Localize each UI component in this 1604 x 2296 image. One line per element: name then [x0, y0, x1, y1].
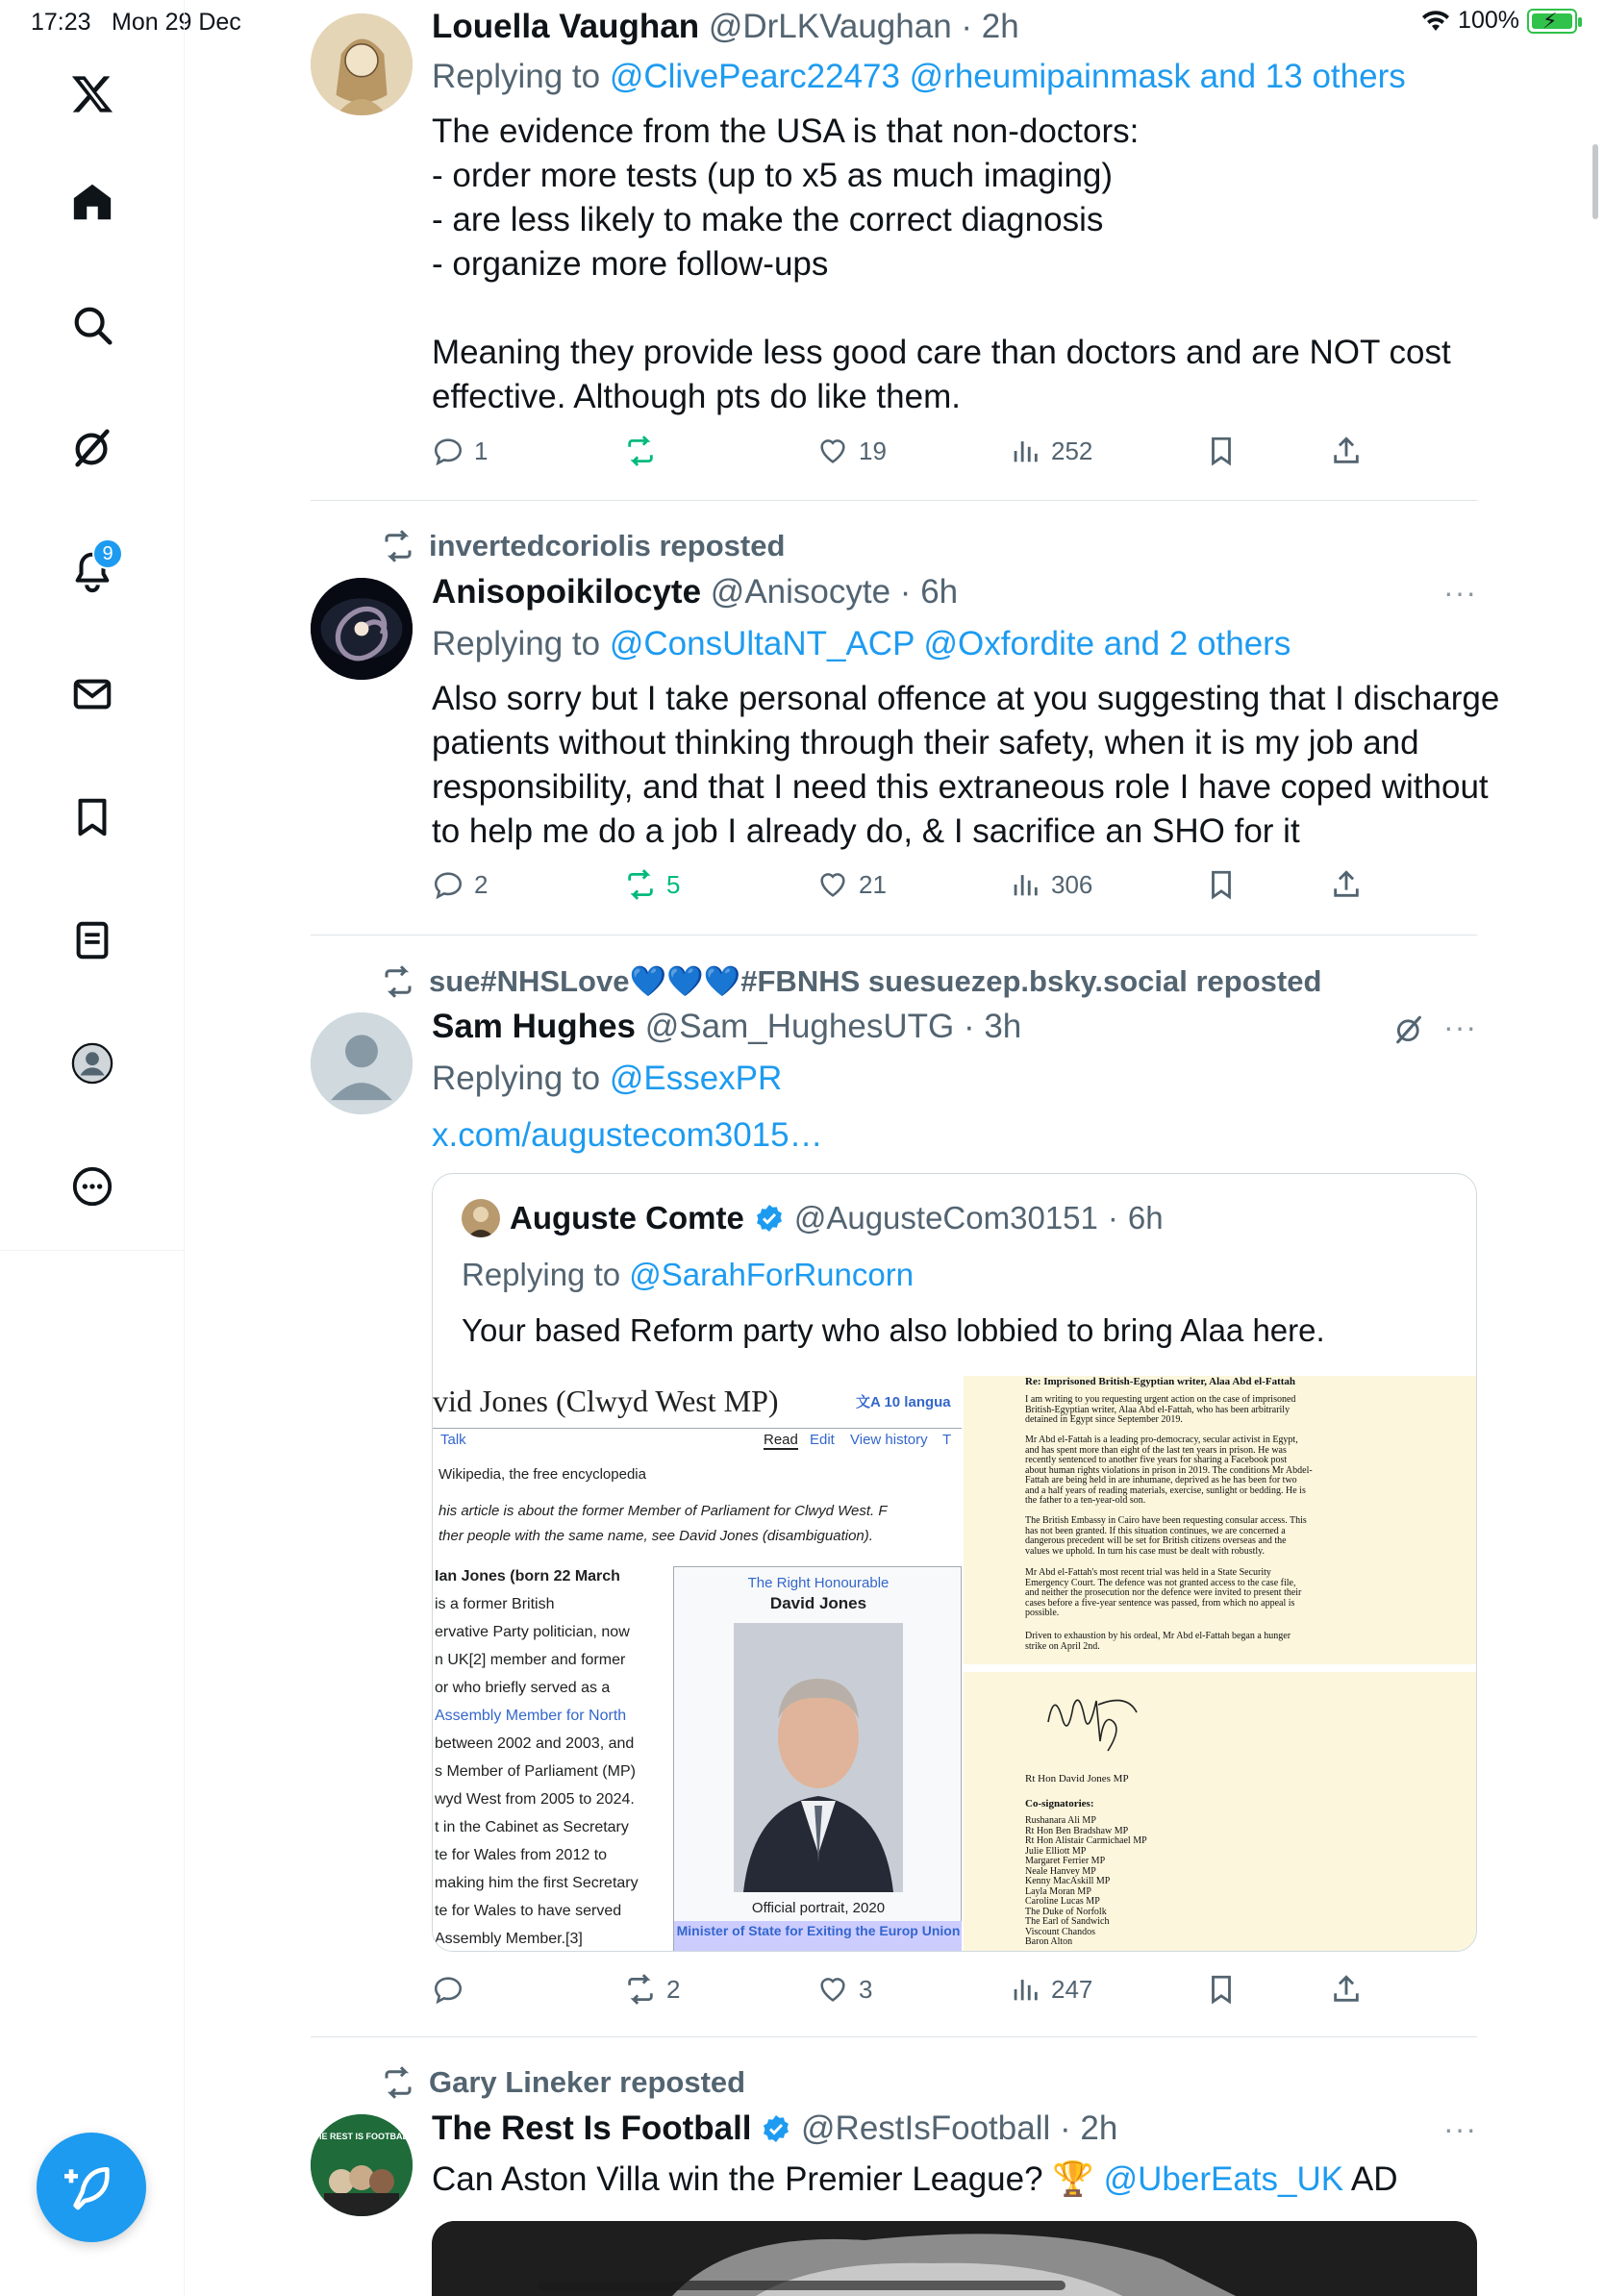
wiki-infobox [673, 1566, 962, 1952]
letter-line: possible. [1025, 1608, 1060, 1618]
cosignatory: Rushanara Ali MP [1025, 1815, 1096, 1826]
like-button[interactable] [816, 1973, 872, 2006]
cosignatory: Kenny MacAskill MP [1025, 1876, 1111, 1886]
home-icon[interactable] [54, 163, 131, 240]
text-line: Meaning they provide less good care than doctors and are NOT cost [432, 334, 1451, 371]
share-button[interactable] [1330, 1973, 1363, 2006]
grok-icon[interactable] [54, 410, 131, 487]
avatar[interactable] [311, 2114, 413, 2216]
share-icon [1330, 868, 1363, 901]
quote-reply-prefix: Replying to [462, 1257, 621, 1292]
wiki-tab-history: View history [850, 1432, 928, 1448]
search-icon[interactable] [54, 287, 131, 363]
wiki-body-line: is a former British [435, 1596, 555, 1612]
letter-signatory: Rt Hon David Jones MP [1025, 1773, 1129, 1784]
letter-line: I am writing to you requesting urgent action on the case of imprisoned [1025, 1394, 1296, 1405]
infobox-office: Minister of State for Exiting the Europ Union [674, 1921, 962, 1952]
post-actions [432, 435, 1477, 473]
cosignatory: Rt Hon Alistair Carmichael MP [1025, 1835, 1147, 1846]
repost-icon [381, 2065, 415, 2100]
cosignatory: Rt Hon Ben Bradshaw MP [1025, 1825, 1129, 1836]
views-button[interactable] [1009, 435, 1092, 467]
author-name[interactable]: The Rest Is Football [432, 2109, 752, 2147]
wiki-tab-edit: Edit [810, 1432, 835, 1448]
post-mention[interactable]: @UberEats_UK [1103, 2160, 1344, 2198]
bookmark-button[interactable] [1205, 868, 1238, 901]
bookmark-icon [1205, 1973, 1238, 2006]
repost-context[interactable] [381, 529, 785, 563]
heart-icon [816, 435, 849, 467]
letter-line: strike on April 2nd. [1025, 1640, 1100, 1652]
wiki-body-line: Assembly Member for North [435, 1708, 627, 1724]
letter-line: detained in Egypt since September 2019. [1025, 1414, 1183, 1425]
letter-page-break [964, 1664, 1477, 1672]
wiki-body-line: Assembly Member.[3] [435, 1931, 583, 1947]
signature-icon [1040, 1684, 1156, 1770]
share-button[interactable] [1330, 868, 1363, 901]
like-button[interactable] [816, 435, 887, 467]
views-count: 247 [1051, 1974, 1093, 2004]
repost-button[interactable] [624, 435, 666, 467]
portrait-caption: Official portrait, 2020 [751, 1900, 886, 1916]
reply-button[interactable] [432, 868, 488, 901]
post-time[interactable]: 2h [1080, 2109, 1118, 2147]
letter-line: The British Embassy in Cairo have been requesting consular access. This [1025, 1515, 1307, 1526]
verified-badge-icon [761, 2113, 791, 2144]
letter-paragraph [1025, 1516, 1307, 1557]
letter-line: values we uphold. In turn his case must be dealt with robustly. [1025, 1545, 1266, 1557]
text-line: - organize more follow-ups [432, 245, 829, 283]
views-count: 306 [1051, 869, 1093, 899]
heart-icon [816, 868, 849, 901]
cosignatory: Layla Moran MP [1025, 1885, 1091, 1897]
bookmark-button[interactable] [1205, 1973, 1238, 2006]
letter-cosignatories [1025, 1816, 1147, 1948]
text-line: effective. Although pts do like them. [432, 378, 961, 415]
cosignatory: The Earl of Sandwich [1025, 1916, 1110, 1927]
post-time[interactable]: 2h [981, 8, 1019, 45]
infobox-name: David Jones [769, 1594, 867, 1612]
repost-count: 2 [666, 1974, 681, 2004]
text-line: patients without thinking through their safety, when it is my job and [432, 724, 1419, 761]
wiki-body-line: or who briefly served as a [435, 1680, 611, 1696]
post-louella[interactable]: Louella Vaughan @DrLKVaughan · 2h Replying to @ClivePearc22473 @rheumipainmask and 13 others The evidence from the USA is that non-doctors: - order more tests (up to x5 as much imaging) - are less likely to make the correct diagnosis - organize more follow-ups Meaning they provide less good care than doctors and are NOT cost effective. Although pts do like them. 1 19 252 [311, 0, 1477, 500]
letter-line: and neither the prosecution nor the defence were invited to present their [1025, 1587, 1302, 1598]
author-name[interactable]: Louella Vaughan [432, 8, 700, 45]
letter-line: recently sentenced to another five years for sharing a Facebook post [1025, 1455, 1288, 1465]
wiki-tab-read: Read [764, 1432, 798, 1448]
repost-button[interactable] [624, 868, 680, 901]
letter-line: Mr Abd el-Fattah is a leading pro-democracy, secular activist in Egypt, [1025, 1435, 1298, 1445]
repost-context[interactable] [381, 2065, 745, 2100]
cosignatory: Viscount Chandos [1025, 1926, 1096, 1937]
letter-line: Driven to exhaustion by his ordeal, Mr Abd el-Fattah began a hunger [1025, 1631, 1291, 1641]
bookmark-icon [1205, 435, 1238, 467]
wiki-body-line: t in the Cabinet as Secretary [435, 1819, 629, 1835]
wiki-body [435, 1562, 665, 1952]
reply-count: 2 [474, 869, 489, 899]
reply-prefix: Replying to [432, 625, 601, 662]
translate-icon: 文A [856, 1394, 885, 1410]
avatar[interactable] [311, 13, 413, 115]
author-handle[interactable]: @DrLKVaughan [708, 8, 952, 45]
wikipedia-screenshot[interactable] [433, 1376, 962, 1952]
author-handle[interactable]: @Sam_HughesUTG [644, 1008, 955, 1045]
letter-line: dangerous precedent will be set for British citizens overseas and the [1025, 1535, 1287, 1546]
bell-icon[interactable] [54, 533, 131, 610]
post-actions [432, 868, 1477, 907]
cosignatory: The Duke of Norfolk [1025, 1906, 1107, 1917]
cosignatory: Julie Elliott MP [1025, 1845, 1087, 1857]
post-divider [311, 500, 1477, 501]
repost-count: 5 [666, 869, 681, 899]
repost-icon [624, 868, 657, 901]
list-icon[interactable] [54, 902, 131, 979]
letter-line: Emergency Court. The defence was not granted access to the case file, [1025, 1577, 1296, 1588]
share-button[interactable] [1330, 435, 1363, 467]
wiki-body-line: ervative Party politician, now [435, 1624, 630, 1640]
more-options-icon[interactable]: ··· [1443, 575, 1477, 610]
post-time[interactable]: 6h [920, 573, 959, 611]
reply-mentions[interactable]: @ConsUltaNT_ACP @Oxfordite and 2 others [609, 625, 1291, 662]
heart-icon [816, 1973, 849, 2006]
cosignatory: Baron Alton [1025, 1936, 1073, 1947]
wiki-hatnote: his article is about the former Member of Parliament for Clwyd West. F [439, 1503, 888, 1519]
post-text-suffix: AD [1350, 2160, 1398, 2198]
compose-feather-icon [64, 2160, 118, 2214]
cosignatory: Neale Hanvey MP [1025, 1865, 1096, 1877]
text-line: The evidence from the USA is that non-doctors: [432, 112, 1140, 150]
quote-author-name[interactable]: Auguste Comte [510, 1200, 744, 1235]
like-count: 21 [859, 869, 887, 899]
letter-line: has not been granted. If this situation continues, we are concerned a [1025, 1525, 1286, 1536]
wiki-body-line: making him the first Secretary [435, 1875, 639, 1891]
repost-context-label: sue#NHSLove💙💙💙#FBNHS suesuezep.bsky.social reposted [429, 964, 1322, 998]
quote-media[interactable] [433, 1376, 1477, 1952]
repost-icon [381, 529, 415, 563]
letter-paragraph [1025, 1395, 1295, 1426]
letter-line: cases before a five-year sentence was passed, from which no appeal is [1025, 1597, 1295, 1609]
status-time: 17:23 [31, 9, 91, 36]
post-divider [311, 935, 1477, 936]
text-line [432, 287, 1477, 331]
post-link[interactable]: x.com/augustecom3015… [432, 1116, 823, 1154]
views-icon [1009, 435, 1041, 467]
letter-line: Fattah are being held in are inhumane, deprived as he has been for two [1025, 1475, 1297, 1485]
avatar[interactable] [311, 1012, 413, 1114]
sidebar [0, 0, 185, 2296]
repost-icon [624, 1973, 657, 2006]
letter-line: British-Egyptian writer, Alaa Abd el-Fattah, who has been arbitrarily [1025, 1404, 1291, 1415]
post-text: Can Aston Villa win the Premier League? 🏆 [432, 2160, 1094, 2198]
letter-paragraph [1025, 1435, 1313, 1507]
wiki-body-line: te for Wales from 2012 to [435, 1847, 608, 1863]
letter-line: and a half years of reading materials, exercise, sunlight or bedding. He is [1025, 1485, 1306, 1496]
wiki-hatnote: ther people with the same name, see David Jones (disambiguation). [439, 1528, 873, 1544]
notifications-badge: 9 [92, 538, 123, 569]
author-handle[interactable]: @RestIsFootball [801, 2109, 1051, 2147]
like-button[interactable] [816, 868, 887, 901]
reply-icon [432, 435, 464, 467]
views-count: 252 [1051, 436, 1093, 465]
reply-button[interactable] [432, 435, 488, 467]
post-divider [311, 2036, 1477, 2037]
views-icon [1009, 868, 1041, 901]
text-line: Also sorry but I take personal offence at you suggesting that I discharge [432, 680, 1500, 717]
wiki-languages: 10 langua [884, 1394, 951, 1410]
mail-icon[interactable] [54, 656, 131, 733]
home-indicator[interactable] [539, 2281, 1065, 2290]
letter-line: about human rights violations in prison in 2019. The conditions Mr Abdel- [1025, 1464, 1313, 1476]
reply-icon [432, 1973, 464, 2006]
share-icon [1330, 435, 1363, 467]
battery-icon: ⚡ [1527, 9, 1577, 34]
quote-card[interactable]: Auguste Comte @AugusteCom30151 · 6h Replying to @SarahForRuncorn Your based Reform party who also lobbied to bring Alaa here. vid Jones (Clwyd West MP) 文A 10 langua Talk Read Edit View history T Wikipedia, the free encyclopedia his article is about the former Member of Parliament for Clwyd West. F ther people with the same name, see David Jones (disambiguation). Ian Jones (born 22 March is a former British ervative Party politician, now n UK[2] member and former or who briefly served as a Assembly Member for North between 2002 and 2003, and s Member of Parliament (MP) wyd West from 2005 to 2024. t in the Cabinet as Secretary te for Wales from 2012 to making him the first Secretary te for Wales to have served Assembly Member.[3] The Right Honourable David Jones Official portrait, 2020 Minister of State for Exiting the Europ Union Re: Imprisoned British-Egyptian writer, Alaa Abd el-Fattah I am writing to you requesting urgent action on the case of imprisoned British-Egyptian writer, Alaa Abd el-Fattah, who has been arbitrarily detained in Egypt since September 2019. Mr Abd el-Fattah is a leading pro-democracy, secular activist in Egypt, and has spent more than eight of the last ten years in prison. He was recently sentenced to another five years for sharing a Facebook post about human rights violations in prison in 2019. The conditions Mr Abdel- Fattah are being held in are inhumane, deprived as he has been for two and a half years of reading materials, exercise, sunlight or bedding. He is the father to a ten-year-old son. The British Embassy in Cairo have been requesting consular access. This has not been granted. If this situation continues, we are concerned a dangerous precedent will be set for British citizens overseas and the values we uphold. In turn his case must be dealt with robustly. Mr Abd el-Fattah's most recent trial was held in a State Security Emergency Court. The defence was not granted access to the case file, and neither the prosecution nor the defence were invited to present their cases before a five-year sentence was passed, from which no appeal is possible. Driven to exhaustion by his ordeal, Mr Abd el-Fattah began a hunger strike on April 2nd. Rt Hon David Jones MP Co-signatories: Rushanara Ali MP Rt Hon Ben Bradshaw MP Rt Hon Alistair Carmichael MP Julie Elliott MP Margaret Ferrier MP Neale Hanvey MP Kenny MacAskill MP Layla Moran MP Caroline Lucas MP The Duke of Norfolk The Earl of Sandwich Viscount Chandos Baron Alton [432, 1173, 1477, 1952]
compose-button[interactable] [37, 2133, 146, 2242]
reply-button[interactable] [432, 1973, 474, 2006]
repost-icon [381, 964, 415, 999]
bookmark-button[interactable] [1205, 435, 1238, 467]
battery-percent: 100% [1458, 7, 1519, 34]
quote-author-handle[interactable]: @AugusteCom30151 [793, 1200, 1098, 1235]
repost-context-label: invertedcoriolis reposted [429, 529, 786, 562]
author-name[interactable]: Anisopoikilocyte [432, 573, 702, 611]
quote-time[interactable]: 6h [1127, 1200, 1164, 1235]
repost-context-label: Gary Lineker reposted [429, 2065, 746, 2099]
post-text [432, 110, 1477, 419]
letter-screenshot[interactable] [964, 1376, 1477, 1952]
share-icon [1330, 1973, 1363, 2006]
letter-paragraph [1025, 1632, 1291, 1652]
wiki-body-line: Ian Jones (born 22 March [435, 1568, 620, 1585]
post-anisopoikilocyte[interactable]: ··· Anisopoikilocyte @Anisocyte · 6h Replying to @ConsUltaNT_ACP @Oxfordite and 2 others Also sorry but I take personal offence at you suggesting that I discharge patients without thinking through their safety, when it is my job and responsibility, and that I need this extraneous role I have coped without to help me do a job I already do, & I sacrifice an SHO for it 2 5 21 306 [311, 573, 1477, 935]
letter-heading: Re: Imprisoned British-Egyptian writer, Alaa Abd el-Fattah [1025, 1376, 1296, 1387]
reply-mentions[interactable]: @EssexPR [609, 1060, 783, 1097]
letter-paragraph [1025, 1568, 1301, 1619]
letter-cosignatories-title: Co-signatories: [1025, 1798, 1094, 1809]
text-line: - order more tests (up to x5 as much imaging) [432, 157, 1114, 194]
text-line: to help me do a job I already do, & I sacrifice an SHO for it [432, 812, 1300, 850]
wiki-body-line: between 2002 and 2003, and [435, 1735, 635, 1752]
letter-line: Mr Abd el-Fattah's most recent trial was held in a State Security [1025, 1567, 1271, 1578]
views-button[interactable] [1009, 868, 1092, 901]
avatar-text: THE REST IS FOOTBALL [311, 2132, 413, 2141]
like-count: 19 [859, 436, 887, 465]
more-options-icon[interactable]: ··· [1443, 2111, 1477, 2146]
wiki-tagline: Wikipedia, the free encyclopedia [439, 1466, 646, 1483]
post-actions [432, 1973, 1477, 2011]
repost-icon [624, 435, 657, 467]
quote-reply-mention[interactable]: @SarahForRuncorn [629, 1257, 915, 1292]
letter-line: and has spent more than eight of the last ten years in prison. He was [1025, 1444, 1287, 1456]
reply-mentions[interactable]: @ClivePearc22473 @rheumipainmask and 13 others [609, 58, 1406, 95]
text-line: responsibility, and that I need this extraneous role I have coped without [432, 768, 1489, 806]
more-circle-icon[interactable] [54, 1148, 131, 1225]
like-count: 3 [859, 1974, 873, 2004]
cosignatory: Margaret Ferrier MP [1025, 1856, 1106, 1866]
post-text [432, 677, 1500, 854]
text-line: - are less likely to make the correct diagnosis [432, 201, 1104, 238]
letter-line: the father to a ten-year-old son. [1025, 1495, 1146, 1506]
cosignatory: Caroline Lucas MP [1025, 1896, 1100, 1907]
sidebar-divider [0, 1250, 185, 1251]
author-handle[interactable]: @Anisocyte [710, 573, 891, 611]
verified-badge-icon [754, 1203, 785, 1234]
scrollbar[interactable] [1592, 144, 1598, 219]
reply-count: 1 [474, 436, 489, 465]
wiki-title: vid Jones (Clwyd West MP) [433, 1384, 779, 1418]
quote-text: Your based Reform party who also lobbied to bring Alaa here. [462, 1312, 1325, 1348]
wiki-tab-talk: Talk [440, 1432, 466, 1448]
more-options-icon[interactable]: ··· [1443, 1010, 1477, 1044]
repost-context[interactable] [381, 963, 1321, 999]
wiki-tab-t: T [942, 1432, 952, 1448]
reply-prefix: Replying to [432, 58, 601, 95]
bookmark-icon [1205, 868, 1238, 901]
status-date: Mon 29 Dec [112, 9, 241, 36]
wiki-body-line: wyd West from 2005 to 2024. [435, 1791, 635, 1808]
wiki-body-line: n UK[2] member and former [435, 1652, 626, 1668]
reply-prefix: Replying to [432, 1060, 601, 1097]
reply-icon [432, 868, 464, 901]
infobox-honorific: The Right Honourable [747, 1575, 890, 1591]
views-button[interactable] [1009, 1973, 1092, 2006]
quote-avatar[interactable] [462, 1199, 500, 1237]
profile-icon[interactable] [54, 1025, 131, 1102]
bookmark-icon[interactable] [54, 779, 131, 856]
wiki-body-line: s Member of Parliament (MP) [435, 1763, 636, 1780]
post-rest-is-football[interactable]: THE REST IS FOOTBALL ··· The Rest Is Football @RestIsFootball · 2h Can Aston Villa win the Premier League? 🏆 @UberEats_UK AD [311, 2109, 1477, 2296]
post-time[interactable]: 3h [984, 1008, 1022, 1045]
views-icon [1009, 1973, 1041, 2006]
author-name[interactable]: Sam Hughes [432, 1008, 636, 1045]
avatar[interactable] [311, 578, 413, 680]
post-sam-hughes[interactable]: ··· Sam Hughes @Sam_HughesUTG · 3h Replying to @EssexPR x.com/augustecom3015… Auguste Comte @AugusteCom30151 · 6h Replying to @SarahForRuncorn Your based Reform party who also lobbied to bring Alaa here. vid Jones (Clwyd West MP) 文A 10 langua Talk Read Edit View history T Wikipedia, the free encyclopedia his article is about the former Member of Parliament for Clwyd West. F ther people with the same name, see David Jones (disambiguation). Ian Jones (born 22 March is a former British ervative Party politician, now n UK[2] member and former or who briefly served as a Assembly Member for North between 2002 and 2003, and s Member of Parliament (MP) wyd West from 2005 to 2024. t in the Cabinet as Secretary te for Wales from 2012 to making him the first Secretary te for Wales to have served Assembly Member.[3] The Right Honourable David Jones Official portrait, 2020 Minister of State for Exiting the Europ Union Re: Imprisoned British-Egyptian writer, Alaa Abd el-Fattah I am writing to you requesting urgent action on the case of imprisoned British-Egyptian writer, Alaa Abd el-Fattah, who has been arbitrarily detained in Egypt since September 2019. Mr Abd el-Fattah is a leading pro-democracy, secular activist in Egypt, and has spent more than eight of the last ten years in prison. He was recently sentenced to another five years for sharing a Facebook post about human rights violations in prison in 2019. The conditions Mr Abdel- Fattah are being held in are inhumane, deprived as he has been for two and a half years of reading materials, exercise, sunlight or bedding. He is the father to a ten-year-old son. The British Embassy in Cairo have been requesting consular access. This has not been granted. If this situation continues, we are concerned a dangerous precedent will be set for British citizens overseas and the values we uphold. In turn his case must be dealt with robustly. Mr Abd el-Fattah's most recent trial was held in a State Security Emergency Court. The defence was not granted access to the case file, and neither the prosecution nor the defence were invited to present their cases before a five-year sentence was passed, from which no appeal is possible. Driven to exhaustion by his ordeal, Mr Abd el-Fattah began a hunger strike on April 2nd. Rt Hon David Jones MP Co-signatories: Rushanara Ali MP Rt Hon Ben Bradshaw MP Rt Hon Alistair Carmichael MP Julie Elliott MP Margaret Ferrier MP Neale Hanvey MP Kenny MacAskill MP Layla Moran MP Caroline Lucas MP The Duke of Norfolk The Earl of Sandwich Viscount Chandos Baron Alton 2 3 247 [311, 1008, 1477, 2038]
repost-button[interactable] [624, 1973, 680, 2006]
wiki-body-line: te for Wales to have served [435, 1903, 622, 1919]
x-logo-icon[interactable] [54, 56, 131, 133]
wiki-rule [433, 1428, 962, 1429]
portrait-photo [734, 1623, 903, 1892]
